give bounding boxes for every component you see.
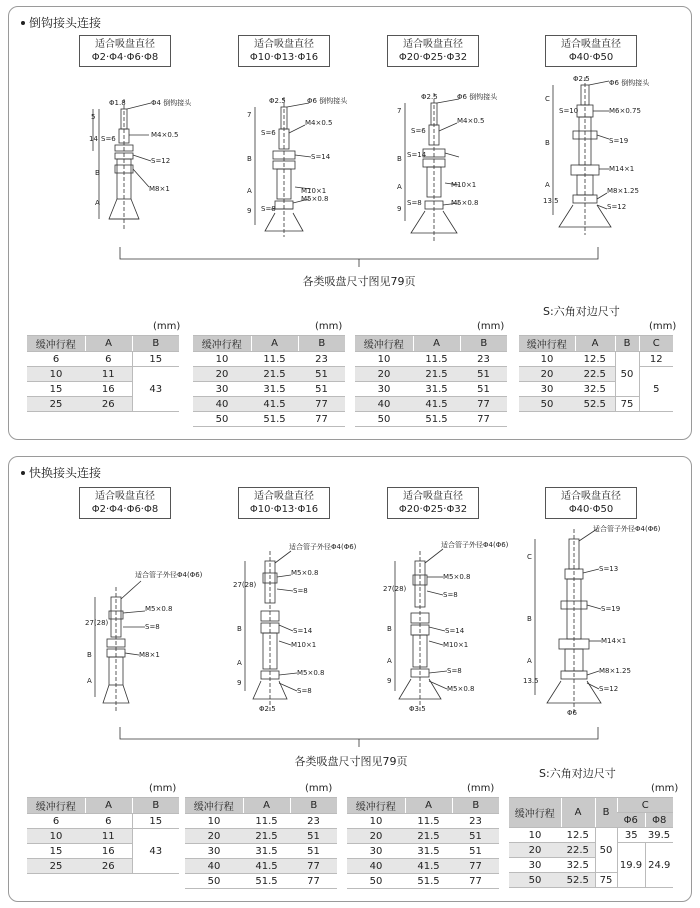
svg-text:M5×0.8: M5×0.8 [447, 685, 475, 693]
svg-text:B: B [397, 155, 402, 163]
size-label: 适合吸盘直径 Φ10·Φ13·Φ16 [238, 35, 330, 67]
table-row: 30 32.5 [509, 858, 673, 873]
svg-text:Φ6 倒钩接头: Φ6 倒钩接头 [307, 97, 348, 105]
svg-text:Φ2.5: Φ2.5 [421, 93, 438, 101]
svg-text:Φ2.5: Φ2.5 [269, 97, 286, 105]
svg-text:S=8: S=8 [447, 667, 462, 675]
svg-text:S=8: S=8 [443, 591, 458, 599]
spec-table: 缓冲行程 A B 6 6 15 10 11 43 15 16 25 26 [27, 797, 179, 874]
svg-text:A: A [237, 659, 242, 667]
table-row: 50 51.5 77 [193, 412, 345, 427]
svg-text:M4×0.5: M4×0.5 [305, 119, 333, 127]
technical-drawing [239, 95, 359, 245]
section-barb-connection [8, 6, 692, 440]
table-row: 6 6 15 [27, 814, 179, 829]
svg-text:M5×0.8: M5×0.8 [443, 573, 471, 581]
svg-text:M8×1.25: M8×1.25 [599, 667, 631, 675]
table-row: 40 41.5 77 [185, 859, 337, 874]
table-row: 20 21.5 51 [355, 367, 507, 382]
table-row: 10 11.5 23 [355, 352, 507, 367]
table-row: 15 16 [27, 382, 179, 397]
svg-text:9: 9 [237, 679, 242, 687]
svg-text:M8×1: M8×1 [139, 651, 160, 659]
svg-text:M10×1: M10×1 [451, 181, 477, 189]
svg-text:9: 9 [397, 205, 402, 213]
svg-text:13.5: 13.5 [543, 197, 559, 205]
svg-text:M14×1: M14×1 [601, 637, 627, 645]
svg-text:S=19: S=19 [601, 605, 621, 613]
bullet-icon [21, 471, 25, 475]
svg-text:M5×0.8: M5×0.8 [301, 195, 329, 203]
svg-text:M10×1: M10×1 [301, 187, 327, 195]
size-label: 适合吸盘直径 Φ20·Φ25·Φ32 [387, 487, 479, 519]
table-row: 10 11 43 [27, 829, 179, 844]
spec-table: 缓冲行程 A B C Φ6 Φ8 10 12.5 50 35 39.5 20 22.5 19.9 24.9 30 32.5 50 52.5 75 [509, 797, 673, 888]
svg-text:适合管子外径Φ4(Φ6): 适合管子外径Φ4(Φ6) [289, 543, 357, 551]
table-row: 20 22.5 5 [519, 367, 673, 382]
svg-text:9: 9 [247, 207, 252, 215]
table-row: 6 6 15 [27, 352, 179, 367]
technical-drawing [81, 567, 221, 727]
svg-text:S=14: S=14 [311, 153, 331, 161]
technical-drawing [231, 541, 371, 726]
technical-drawing [537, 75, 667, 245]
spec-table: 缓冲行程 A B 10 11.5 23 20 21.5 51 30 31.5 51 40 41.5 77 50 51.5 77 [347, 797, 499, 889]
svg-text:B: B [95, 169, 100, 177]
hex-size-note: S:六角对边尺寸 [539, 767, 616, 780]
svg-text:27(28): 27(28) [233, 581, 257, 589]
svg-text:适合管子外径Φ4(Φ6): 适合管子外径Φ4(Φ6) [593, 525, 661, 533]
table-unit: (mm) [305, 783, 333, 794]
spec-table: 缓冲行程 A B 10 11.5 23 20 21.5 51 30 31.5 51 40 41.5 77 50 51.5 77 [185, 797, 337, 889]
svg-text:B: B [527, 615, 532, 623]
table-row: 30 31.5 51 [355, 382, 507, 397]
svg-text:M8×1.25: M8×1.25 [607, 187, 639, 195]
spec-table: 缓冲行程 A B 10 11.5 23 20 21.5 51 30 31.5 51 40 41.5 77 50 51.5 77 [193, 335, 345, 427]
svg-text:A: A [397, 183, 402, 191]
svg-text:S=19: S=19 [609, 137, 629, 145]
table-row: 25 26 [27, 397, 179, 412]
svg-text:5: 5 [91, 113, 96, 121]
svg-text:M4×0.5: M4×0.5 [151, 131, 179, 139]
svg-text:S=14: S=14 [407, 151, 427, 159]
svg-text:14: 14 [89, 135, 98, 143]
technical-drawing [519, 525, 679, 725]
technical-drawing [389, 91, 509, 251]
size-label: 适合吸盘直径 Φ2·Φ4·Φ6·Φ8 [79, 35, 171, 67]
size-label: 适合吸盘直径 Φ40·Φ50 [545, 35, 637, 67]
svg-text:Φ6: Φ6 [567, 709, 577, 717]
svg-text:适合管子外径Φ4(Φ6): 适合管子外径Φ4(Φ6) [135, 571, 203, 579]
table-row: 10 12.5 50 35 39.5 [509, 828, 673, 843]
svg-text:A: A [387, 657, 392, 665]
section-quick-connect [8, 456, 692, 902]
svg-text:S=10: S=10 [559, 107, 579, 115]
table-row: 40 41.5 77 [355, 397, 507, 412]
table-row: 20 21.5 51 [347, 829, 499, 844]
svg-text:S=13: S=13 [599, 565, 619, 573]
reference-note: 各类吸盘尺寸图见79页 [302, 275, 416, 288]
svg-text:M14×1: M14×1 [609, 165, 635, 173]
spec-table: 缓冲行程 A B 6 6 15 10 11 43 15 16 25 26 [27, 335, 179, 412]
table-unit: (mm) [649, 321, 677, 332]
table-row: 30 31.5 51 [347, 844, 499, 859]
table-row: 20 21.5 51 [193, 367, 345, 382]
group-brace [119, 727, 599, 751]
size-label: 适合吸盘直径 Φ20·Φ25·Φ32 [387, 35, 479, 67]
table-row: 10 11.5 23 [347, 814, 499, 829]
table-row: 50 51.5 77 [347, 874, 499, 889]
table-row: 20 22.5 19.9 24.9 [509, 843, 673, 858]
svg-text:B: B [387, 625, 392, 633]
svg-text:S=6: S=6 [261, 129, 276, 137]
table-unit: (mm) [477, 321, 505, 332]
table-row: 50 51.5 77 [185, 874, 337, 889]
spec-table: 缓冲行程 A B C 10 12.5 50 12 20 22.5 5 30 32.5 50 52.5 75 [519, 335, 673, 412]
svg-text:Φ6 倒钩接头: Φ6 倒钩接头 [457, 93, 498, 101]
svg-text:适合管子外径Φ4(Φ6): 适合管子外径Φ4(Φ6) [441, 541, 509, 549]
table-row: 50 51.5 77 [355, 412, 507, 427]
svg-text:Φ6 倒钩接头: Φ6 倒钩接头 [609, 79, 650, 87]
svg-text:S=8: S=8 [293, 587, 308, 595]
svg-text:M5×0.8: M5×0.8 [291, 569, 319, 577]
svg-text:7: 7 [247, 111, 252, 119]
svg-text:A: A [545, 181, 550, 189]
svg-text:M10×1: M10×1 [443, 641, 469, 649]
table-row: 40 41.5 77 [193, 397, 345, 412]
svg-text:M5×0.8: M5×0.8 [145, 605, 173, 613]
svg-text:S=6: S=6 [411, 127, 426, 135]
table-row: 30 31.5 51 [193, 382, 345, 397]
svg-text:Φ4 倒钩接头: Φ4 倒钩接头 [151, 99, 192, 107]
svg-text:S=8: S=8 [261, 205, 276, 213]
svg-text:M5×0.8: M5×0.8 [451, 199, 479, 207]
table-unit: (mm) [467, 783, 495, 794]
table-row: 40 41.5 77 [347, 859, 499, 874]
svg-text:S=14: S=14 [445, 627, 465, 635]
svg-text:S=8: S=8 [407, 199, 422, 207]
group-brace [119, 247, 599, 271]
svg-text:Φ1.8: Φ1.8 [109, 99, 126, 107]
svg-text:S=12: S=12 [151, 157, 171, 165]
reference-note: 各类吸盘尺寸图见79页 [294, 755, 408, 768]
svg-text:B: B [545, 139, 550, 147]
svg-text:A: A [87, 677, 92, 685]
svg-text:27(28): 27(28) [85, 619, 109, 627]
technical-drawing [381, 541, 531, 726]
svg-text:Φ2.5: Φ2.5 [573, 75, 590, 83]
table-row: 10 11 43 [27, 367, 179, 382]
svg-text:C: C [527, 553, 532, 561]
spec-table: 缓冲行程 A B 10 11.5 23 20 21.5 51 30 31.5 51 40 41.5 77 50 51.5 77 [355, 335, 507, 427]
svg-text:M6×0.75: M6×0.75 [609, 107, 641, 115]
svg-text:M8×1: M8×1 [149, 185, 170, 193]
svg-text:A: A [247, 187, 252, 195]
svg-text:S=12: S=12 [607, 203, 627, 211]
table-row: 50 52.5 75 [509, 873, 673, 888]
table-row: 10 12.5 50 12 [519, 352, 673, 367]
table-unit: (mm) [651, 783, 679, 794]
svg-text:9: 9 [387, 677, 392, 685]
svg-text:M4×0.5: M4×0.5 [457, 117, 485, 125]
table-row: 10 11.5 23 [193, 352, 345, 367]
svg-text:27(28): 27(28) [383, 585, 407, 593]
table-row: 20 21.5 51 [185, 829, 337, 844]
svg-text:C: C [545, 95, 550, 103]
table-unit: (mm) [149, 783, 177, 794]
svg-text:Φ3.5: Φ3.5 [409, 705, 426, 713]
svg-text:M10×1: M10×1 [291, 641, 317, 649]
table-row: 30 32.5 [519, 382, 673, 397]
bullet-icon [21, 21, 25, 25]
svg-text:B: B [87, 651, 92, 659]
svg-text:S=12: S=12 [599, 685, 619, 693]
table-unit: (mm) [315, 321, 343, 332]
svg-text:B: B [247, 155, 252, 163]
table-unit: (mm) [153, 321, 181, 332]
svg-text:A: A [527, 657, 532, 665]
table-row: 50 52.5 75 [519, 397, 673, 412]
hex-size-note: S:六角对边尺寸 [543, 305, 620, 318]
size-label: 适合吸盘直径 Φ40·Φ50 [545, 487, 637, 519]
svg-text:7: 7 [397, 107, 402, 115]
technical-drawing [79, 95, 199, 245]
svg-text:B: B [237, 625, 242, 633]
svg-text:S=6: S=6 [101, 135, 116, 143]
section-title: 倒钩接头连接 [21, 14, 101, 31]
svg-text:S=14: S=14 [293, 627, 313, 635]
svg-text:S=8: S=8 [145, 623, 160, 631]
size-label: 适合吸盘直径 Φ2·Φ4·Φ6·Φ8 [79, 487, 171, 519]
svg-text:S=8: S=8 [297, 687, 312, 695]
table-row: 15 16 [27, 844, 179, 859]
section-title: 快换接头连接 [21, 464, 101, 481]
svg-text:M5×0.8: M5×0.8 [297, 669, 325, 677]
svg-text:13.5: 13.5 [523, 677, 539, 685]
svg-text:Φ2.5: Φ2.5 [259, 705, 276, 713]
svg-text:A: A [95, 199, 100, 207]
table-row: 30 31.5 51 [185, 844, 337, 859]
table-row: 25 26 [27, 859, 179, 874]
size-label: 适合吸盘直径 Φ10·Φ13·Φ16 [238, 487, 330, 519]
table-row: 10 11.5 23 [185, 814, 337, 829]
